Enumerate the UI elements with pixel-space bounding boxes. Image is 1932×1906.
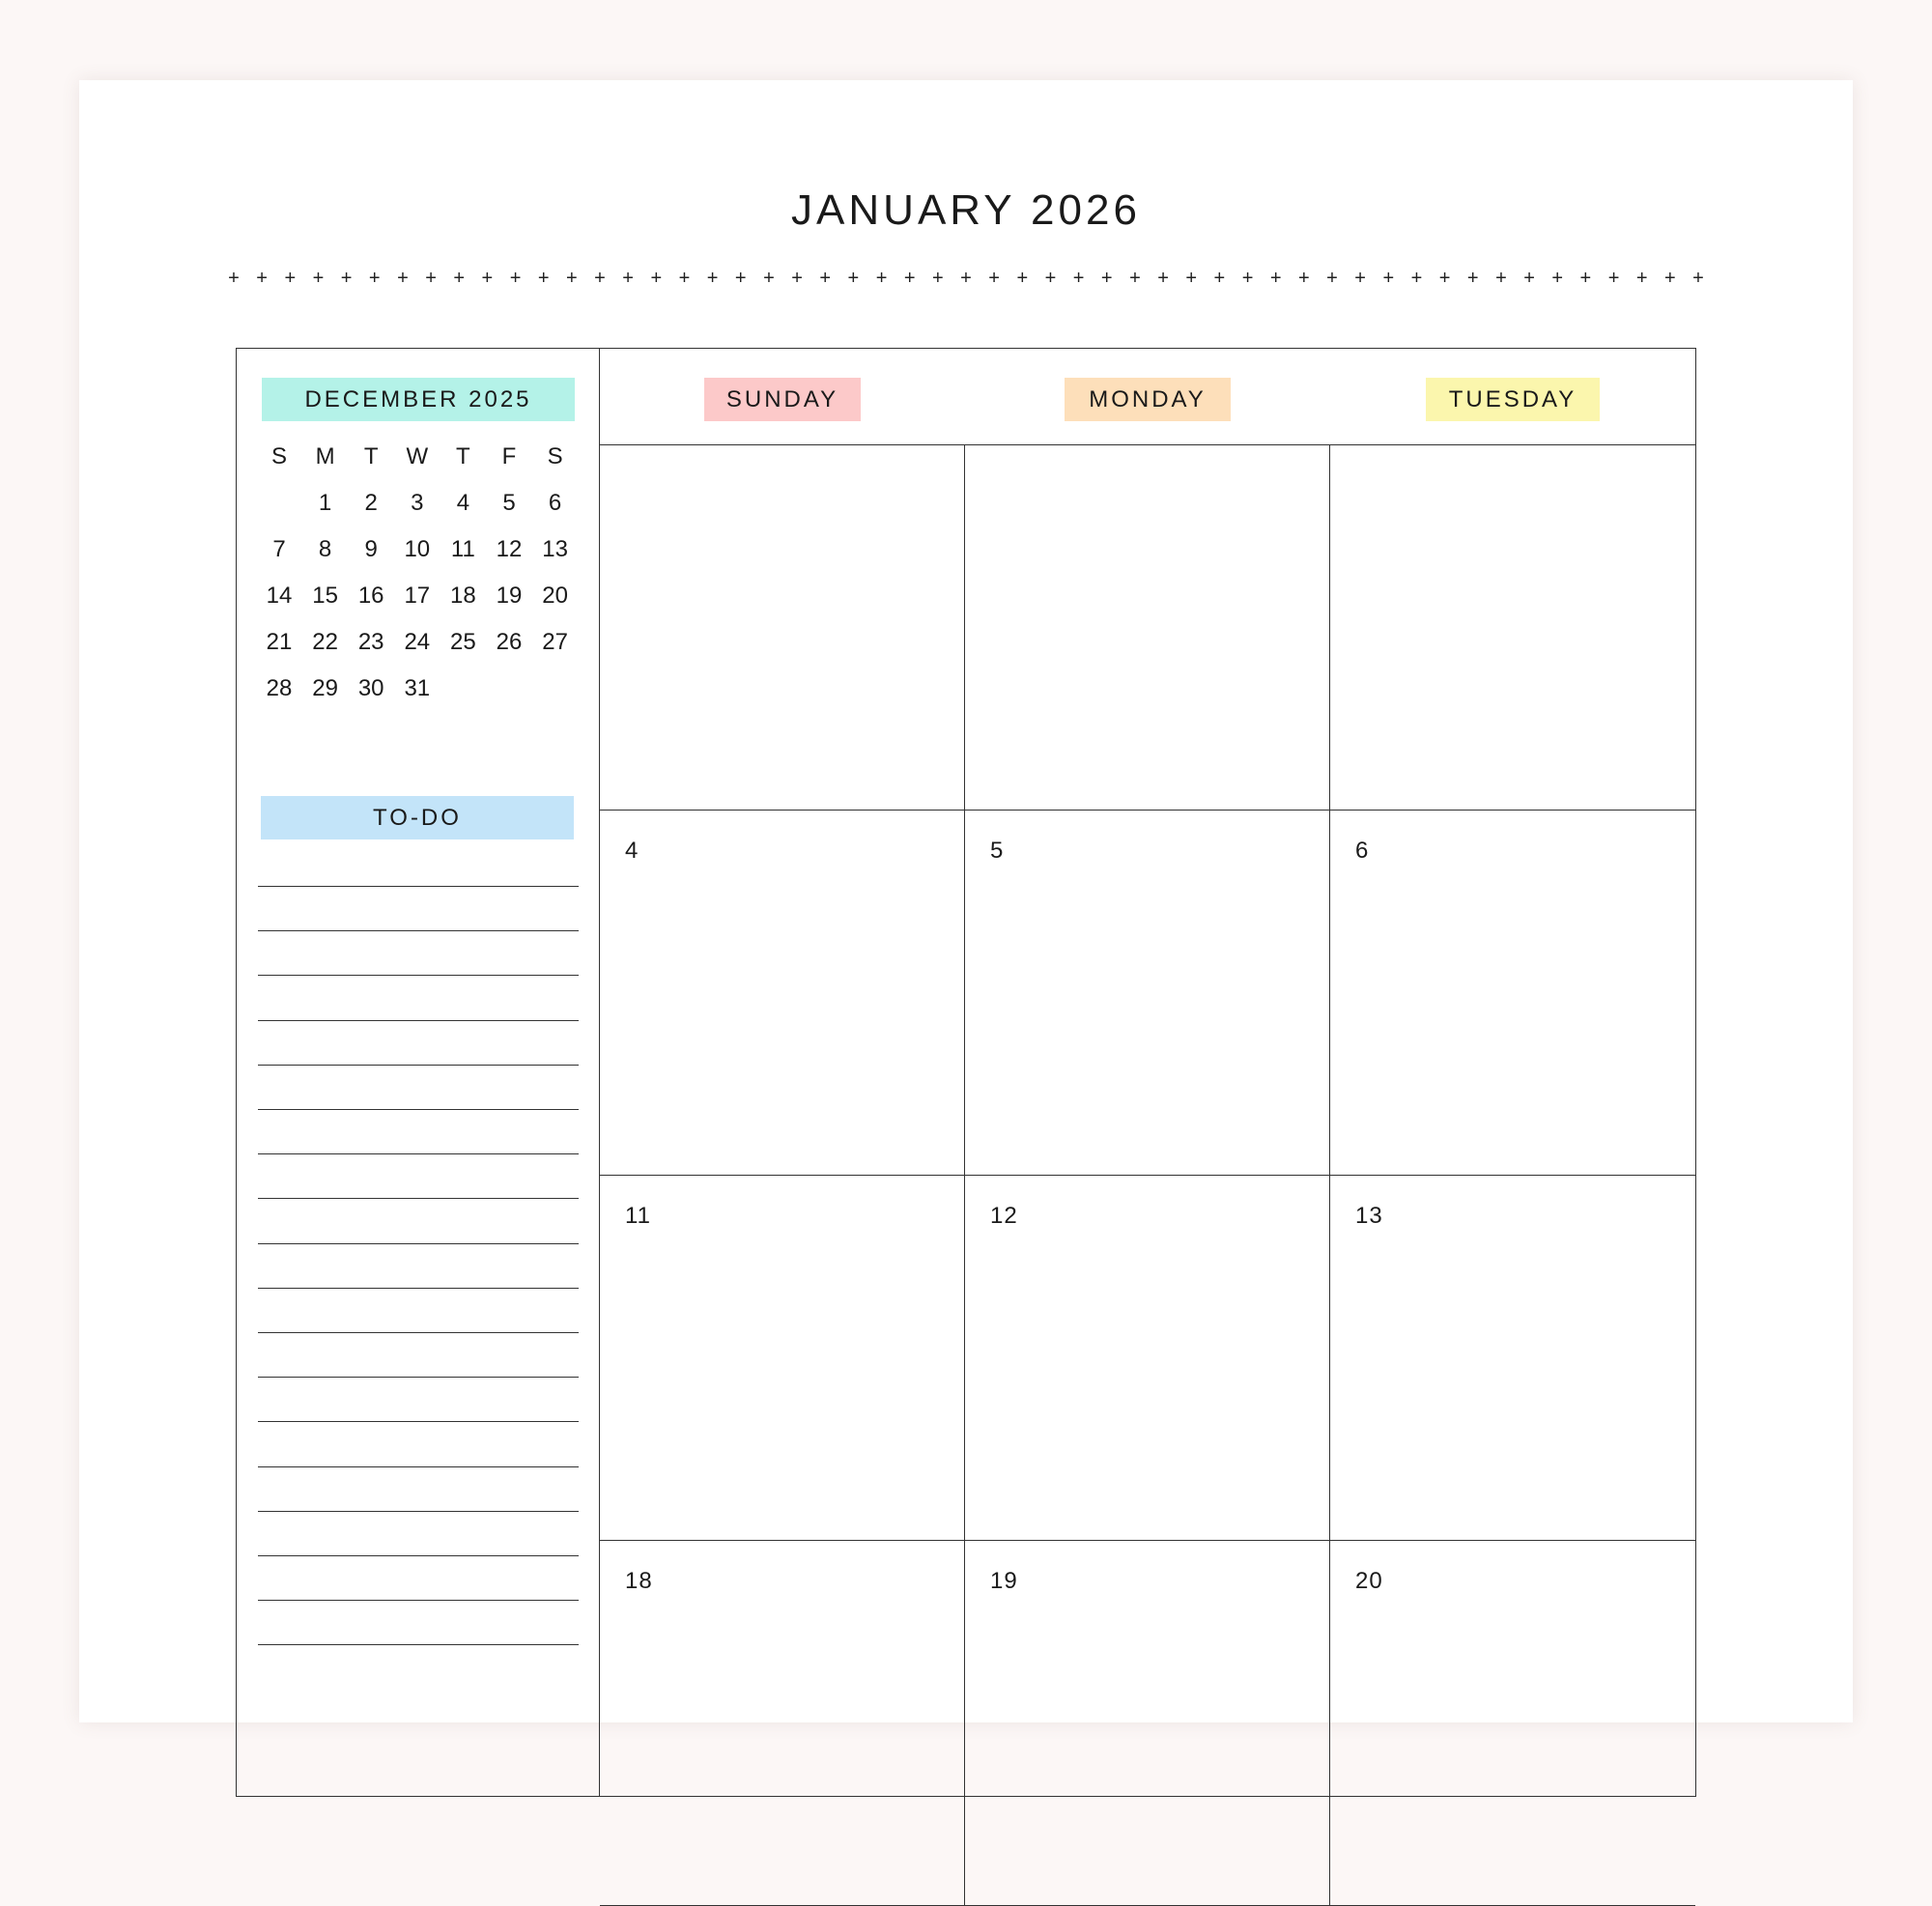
mini-date: 10 [404,536,431,562]
day-number: 19 [990,1568,1018,1594]
plus-mark: + [903,268,916,289]
day-cell[interactable] [600,1541,965,1906]
mini-weekday-label: T [456,443,470,469]
day-header [1330,349,1695,445]
plus-mark: + [791,268,803,289]
mini-date [532,666,579,712]
plus-mark: + [368,268,381,289]
plus-mark: + [312,268,325,289]
day-cell[interactable] [600,1176,965,1541]
plus-mark: + [481,268,494,289]
plus-mark: + [932,268,944,289]
mini-weekday-label: F [501,443,517,469]
plus-mark: + [397,268,409,289]
mini-date [440,666,486,712]
mini-date [256,480,302,526]
day-number: 6 [1355,838,1370,864]
todo-line[interactable] [258,1198,579,1199]
mini-date: 27 [542,629,568,655]
plus-mark: + [566,268,578,289]
plus-mark: + [622,268,634,289]
day-cell[interactable] [965,445,1330,811]
todo-line[interactable] [258,1555,579,1556]
plus-mark: + [1607,268,1620,289]
mini-date: 6 [548,490,562,516]
mini-weekday-label: S [270,443,287,469]
mini-date: 26 [496,629,523,655]
plus-mark: + [1692,268,1704,289]
day-cell[interactable] [1330,811,1695,1176]
plus-mark: + [1044,268,1057,289]
day-cell[interactable] [600,811,965,1176]
plus-mark: + [763,268,775,289]
plus-mark: + [1016,268,1029,289]
plus-mark: + [1269,268,1282,289]
plus-mark: + [1579,268,1592,289]
plus-mark: + [1410,268,1423,289]
plus-mark: + [875,268,888,289]
day-number: 18 [625,1568,653,1594]
todo-line[interactable] [258,1109,579,1110]
mini-date: 29 [312,675,338,701]
todo-line[interactable] [258,1421,579,1422]
plus-mark: + [734,268,747,289]
mini-date: 9 [364,536,378,562]
plus-mark: + [1354,268,1366,289]
day-header [600,349,965,445]
mini-date [486,666,532,712]
todo-line[interactable] [258,1644,579,1645]
day-cell[interactable] [600,445,965,811]
mini-date: 16 [357,583,384,609]
mini-date: 31 [404,675,431,701]
day-number: 13 [1355,1203,1383,1229]
todo-line[interactable] [258,1153,579,1154]
day-header-label: SUNDAY [704,378,861,421]
mini-date: 11 [450,536,475,562]
mini-date: 4 [456,490,470,516]
plus-mark: + [1326,268,1338,289]
mini-date: 12 [496,536,523,562]
decorative-plus-divider [228,264,1704,293]
day-number: 11 [625,1203,651,1229]
plus-mark: + [284,268,297,289]
todo-line[interactable] [258,1065,579,1066]
plus-mark: + [960,268,972,289]
plus-mark: + [1185,268,1198,289]
day-cell[interactable] [965,811,1330,1176]
day-cell[interactable] [1330,445,1695,811]
mini-date: 23 [357,629,384,655]
todo-title: TO-DO [261,796,574,839]
plus-mark: + [1382,268,1395,289]
mini-date: 24 [404,629,431,655]
todo-line[interactable] [258,1020,579,1021]
mini-weekday-label: S [547,443,563,469]
plus-mark: + [1072,268,1085,289]
todo-line[interactable] [258,886,579,887]
todo-line[interactable] [258,1332,579,1333]
todo-line[interactable] [258,1600,579,1601]
plus-mark: + [1551,268,1564,289]
plus-mark: + [1157,268,1169,289]
day-header [965,349,1330,445]
mini-date: 14 [266,583,293,609]
mini-date: 13 [542,536,568,562]
sidebar [237,349,600,1796]
calendar-frame [236,348,1696,1797]
day-header-label: MONDAY [1065,378,1231,421]
mini-date: 20 [542,583,568,609]
planner-page [79,80,1853,1722]
plus-mark: + [1438,268,1451,289]
plus-mark: + [988,268,1000,289]
mini-date: 3 [411,490,424,516]
week-grid [600,349,1695,1796]
day-cell[interactable] [965,1541,1330,1906]
plus-mark: + [1298,268,1310,289]
mini-date: 15 [312,583,338,609]
mini-date: 28 [266,675,293,701]
page-title: JANUARY 2026 [791,186,1141,234]
plus-mark: + [1100,268,1113,289]
plus-mark: + [1213,268,1226,289]
plus-mark: + [228,268,240,289]
mini-date: 1 [318,490,332,516]
mini-date: 30 [357,675,384,701]
day-number: 4 [625,838,639,864]
plus-mark: + [509,268,522,289]
plus-mark: + [678,268,691,289]
day-cell[interactable] [1330,1176,1695,1541]
plus-mark: + [1241,268,1254,289]
mini-date: 17 [404,583,431,609]
plus-mark: + [1523,268,1535,289]
mini-date: 19 [496,583,523,609]
plus-mark: + [594,268,606,289]
plus-mark: + [425,268,437,289]
mini-date: 8 [318,536,332,562]
mini-date: 2 [364,490,378,516]
todo-line[interactable] [258,930,579,931]
mini-weekday-label: M [315,443,335,469]
day-number: 5 [990,838,1005,864]
plus-mark: + [706,268,719,289]
day-number: 12 [990,1203,1018,1229]
plus-mark: + [1129,268,1141,289]
plus-mark: + [256,268,268,289]
day-header-label: TUESDAY [1426,378,1600,421]
day-cell[interactable] [965,1176,1330,1541]
todo-line[interactable] [258,1243,579,1244]
todo-line[interactable] [258,1288,579,1289]
plus-mark: + [340,268,353,289]
todo-line[interactable] [258,1511,579,1512]
mini-date: 25 [450,629,476,655]
mini-weekday-label: W [406,443,429,469]
mini-date: 7 [272,536,286,562]
mini-date: 21 [266,629,293,655]
plus-mark: + [1466,268,1479,289]
mini-date: 18 [450,583,476,609]
mini-date: 22 [312,629,338,655]
mini-date: 5 [502,490,516,516]
plus-mark: + [453,268,466,289]
plus-mark: + [1664,268,1676,289]
plus-mark: + [1635,268,1648,289]
plus-mark: + [1495,268,1507,289]
mini-calendar-title: DECEMBER 2025 [262,378,575,421]
todo-line[interactable] [258,975,579,976]
todo-line[interactable] [258,1377,579,1378]
plus-mark: + [847,268,860,289]
plus-mark: + [650,268,663,289]
day-cell[interactable] [1330,1541,1695,1906]
mini-weekday-label: T [363,443,379,469]
day-number: 20 [1355,1568,1383,1594]
plus-mark: + [819,268,832,289]
todo-line[interactable] [258,1466,579,1467]
plus-mark: + [537,268,550,289]
